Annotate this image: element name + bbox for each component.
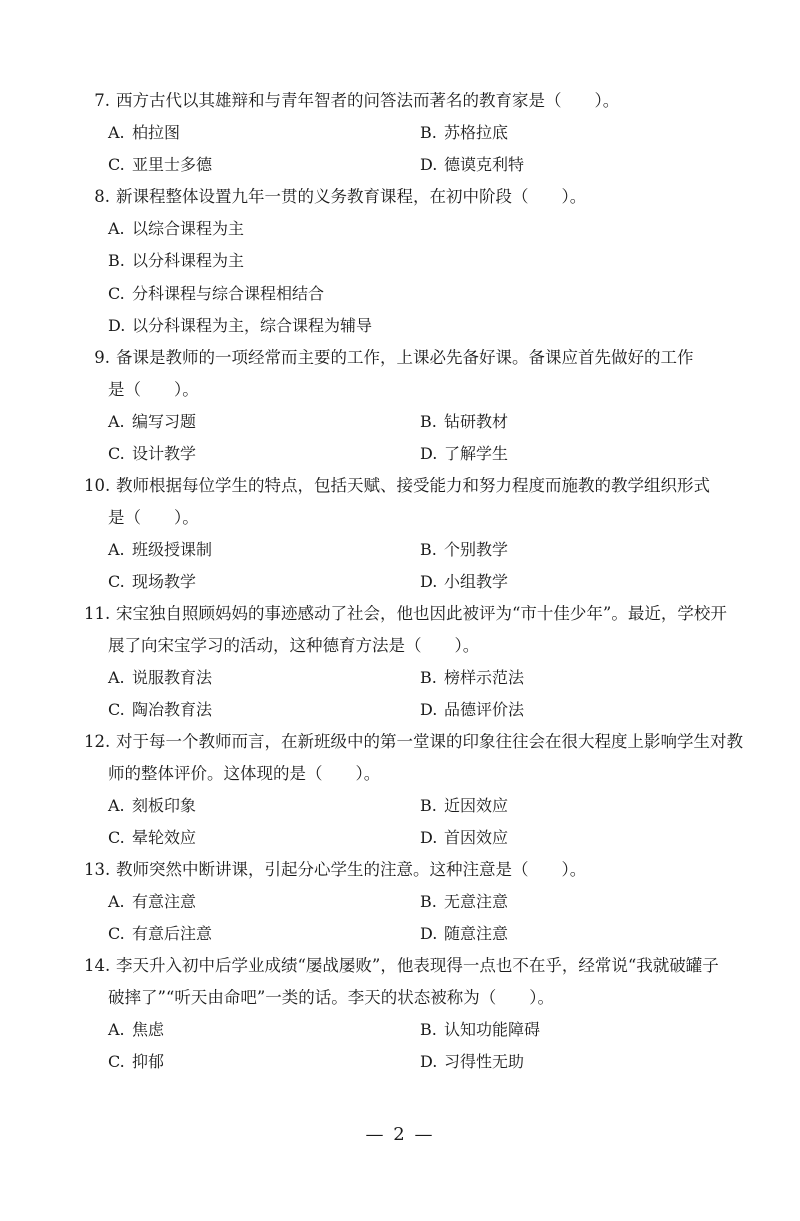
question-11-stem <box>84 598 754 630</box>
question-14-option-a: A. 焦虑 <box>108 1020 165 1039</box>
question-12-option-b: B. 近因效应 <box>420 796 509 815</box>
question-11-option-c: C. 陶冶教育法 <box>108 700 213 719</box>
question-10-stem-line2: 是（ ）。 <box>108 508 199 527</box>
question-text: 教师突然中断讲课，引起分心学生的注意。这种注意是（ ）。 <box>116 860 587 879</box>
question-number: 8. <box>94 187 110 206</box>
question-12-stem <box>84 726 754 758</box>
question-number: 9. <box>94 348 110 367</box>
page-number: — 2 — <box>365 1124 435 1145</box>
question-7-option-c: C. 亚里士多德 <box>108 155 213 174</box>
question-14-option-d: D. 习得性无助 <box>420 1052 525 1071</box>
question-8-option-a: A. 以综合课程为主 <box>108 219 245 238</box>
question-number: 14. <box>84 956 111 975</box>
question-13-option-d: D. 随意注意 <box>420 924 509 943</box>
question-text-line1: 李天升入初中后学业成绩“屡战屡败”，他表现得一点也不在乎，经常说“我就破罐子 <box>116 956 719 975</box>
question-7-option-d: D. 德谟克利特 <box>420 155 525 174</box>
question-10-option-b: B. 个别教学 <box>420 540 509 559</box>
question-9-stem-line2: 是（ ）。 <box>108 380 199 399</box>
question-12-option-d: D. 首因效应 <box>420 828 509 847</box>
question-11-stem-line2: 展了向宋宝学习的活动，这种德育方法是（ ）。 <box>108 636 480 655</box>
question-text: 新课程整体设置九年一贯的义务教育课程，在初中阶段（ ）。 <box>116 187 587 206</box>
question-11-option-a: A. 说服教育法 <box>108 668 213 687</box>
question-7-stem <box>84 85 754 117</box>
question-9-option-b: B. 钻研教材 <box>420 412 509 431</box>
question-7-option-a: A. 柏拉图 <box>108 123 181 142</box>
question-14-option-c: C. 抑郁 <box>108 1052 165 1071</box>
question-10-option-a: A. 班级授课制 <box>108 540 213 559</box>
question-10-stem <box>84 470 754 502</box>
question-9-option-d: D. 了解学生 <box>420 444 509 463</box>
question-number: 11. <box>84 604 111 623</box>
question-8-stem <box>84 181 754 213</box>
question-14-stem <box>84 950 754 982</box>
question-14-stem-line2: 破摔了”“听天由命吧”一类的话。李天的状态被称为（ ）。 <box>108 988 555 1007</box>
question-text-line1: 教师根据每位学生的特点，包括天赋、接受能力和努力程度而施教的教学组织形式 <box>116 476 710 495</box>
question-12-option-c: C. 晕轮效应 <box>108 828 197 847</box>
question-8-option-d: D. 以分科课程为主，综合课程为辅导 <box>108 316 373 335</box>
question-8-option-b: B. 以分科课程为主 <box>108 251 245 270</box>
question-9-option-c: C. 设计教学 <box>108 444 197 463</box>
question-11-option-b: B. 榜样示范法 <box>420 668 525 687</box>
question-number: 13. <box>84 860 111 879</box>
question-13-option-a: A. 有意注意 <box>108 892 197 911</box>
question-14-option-b: B. 认知功能障碍 <box>420 1020 541 1039</box>
question-number: 10. <box>84 476 111 495</box>
question-11-option-d: D. 品德评价法 <box>420 700 525 719</box>
question-10-option-d: D. 小组教学 <box>420 572 509 591</box>
question-text-line1: 宋宝独自照顾妈妈的事迹感动了社会，他也因此被评为“市十佳少年”。最近，学校开 <box>116 604 727 623</box>
question-9-option-a: A. 编写习题 <box>108 412 197 431</box>
question-12-stem-line2: 师的整体评价。这体现的是（ ）。 <box>108 764 381 783</box>
question-number: 12. <box>84 732 111 751</box>
question-13-option-b: B. 无意注意 <box>420 892 509 911</box>
question-7-option-b: B. 苏格拉底 <box>420 123 509 142</box>
question-12-option-a: A. 刻板印象 <box>108 796 197 815</box>
question-13-option-c: C. 有意后注意 <box>108 924 213 943</box>
question-13-stem <box>84 854 754 886</box>
question-text: 西方古代以其雄辩和与青年智者的问答法而著名的教育家是（ ）。 <box>116 91 620 110</box>
question-text-line1: 备课是教师的一项经常而主要的工作，上课必先备好课。备课应首先做好的工作 <box>116 348 694 367</box>
question-10-option-c: C. 现场教学 <box>108 572 197 591</box>
question-9-stem <box>84 342 754 374</box>
question-text-line1: 对于每一个教师而言，在新班级中的第一堂课的印象往往会在很大程度上影响学生对教 <box>116 732 743 751</box>
question-8-option-c: C. 分科课程与综合课程相结合 <box>108 284 325 303</box>
question-number: 7. <box>94 91 110 110</box>
